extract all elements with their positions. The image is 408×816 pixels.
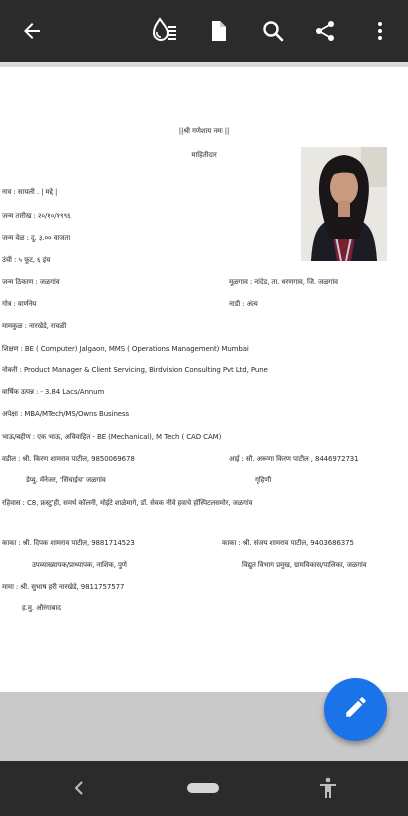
field-father-job: डेप्यु. मॅनेजर, 'सिंचाईच' जळगांव (26, 476, 106, 484)
field-mamkul: मामकुळ : नारखेडे, रावळी (2, 322, 67, 330)
field-job: नोकरी : Product Manager & Client Servicing, Birdvision Consulting Pvt Ltd, Pune (2, 366, 268, 374)
field-mother-job: गृहिणी (255, 476, 272, 484)
share-icon[interactable] (307, 13, 343, 49)
search-icon[interactable] (255, 13, 291, 49)
field-uncle-1: काका : श्री. दिपक शामराव पाटील, 9881714523 (2, 539, 135, 547)
edit-pencil-icon (343, 694, 369, 725)
field-tob: जन्म वेळ : दु. ३.०० वाजता (2, 234, 71, 242)
field-address: रहिवास : C8, फ्रस्टु'ही, समर्थ कॉलनी, मोईटे शाळेमागे, डॉ. सेवक नीवे हवाचे हॉस्पिटलसमोर, जळगांव (2, 499, 253, 507)
document-page[interactable] (0, 67, 408, 692)
field-gotra: गोत्र : वार्णनेय (2, 300, 37, 308)
field-height: उंची : ५ फूट, ६ इंच (2, 256, 51, 264)
field-dob: जन्म तारीख : २०/१०/१९९६ (2, 212, 71, 220)
back-arrow-icon[interactable] (14, 13, 50, 49)
field-siblings: भाऊ/बहीण : एक भाऊ, अविवाहित - BE (Mechanical), M Tech ( CAD CAM) (2, 433, 222, 441)
field-maternal-uncle: मामा : श्री. सुभाष हरी नारखेडे, 9811757577 (2, 583, 125, 591)
field-uncle-2-job: विद्युत विभाग प्रमुख, ग्रामविकास/पालिका, जळगांव (242, 561, 367, 569)
nav-home-pill-icon[interactable] (186, 775, 220, 801)
field-native-place: मूळगाव : नांदेड, ता. धरणगाव, जि. जळगांव (229, 278, 338, 286)
field-name: नाव : सायली . | मद्दे | (2, 188, 58, 196)
field-birthplace: जन्म ठिकाण : जळगांव (2, 278, 60, 286)
field-maternal-uncle-place: ह.मु. औरंगाबाद (22, 604, 61, 612)
accessibility-icon[interactable] (316, 775, 340, 801)
system-navigation-bar (0, 761, 408, 816)
nav-back-icon[interactable] (68, 775, 90, 801)
field-expectation: अपेक्षा : MBA/MTech/MS/Owns Business (2, 410, 130, 418)
more-vertical-icon[interactable] (362, 13, 398, 49)
field-income: वार्षिक उत्पन्न : - 3.84 Lacs/Annum (2, 388, 105, 396)
edit-fab-button[interactable] (324, 678, 387, 741)
field-uncle-2: काका : श्री. संजय शामराव पाटील, 9403686375 (222, 539, 354, 547)
field-mother: आई : सौ. अरूणा किरण पाटील , 8446972731 (229, 455, 359, 463)
field-uncle-1-job: उपव्याख्यापक/प्राध्यापक, नाशिक, पुणे (32, 561, 127, 569)
document-icon[interactable] (200, 13, 236, 49)
doc-heading: ||श्री गणेशाय नमः || (178, 127, 230, 135)
profile-photo (301, 147, 387, 261)
field-education: शिक्षण : BE ( Computer) Jalgaon, MMS ( Operations Management) Mumbai (2, 345, 249, 353)
top-app-bar (0, 0, 408, 62)
doc-subheading: माहितीदार (191, 151, 217, 159)
field-father: वडील : श्री. किरण शामराव पाटील, 9850069678 (2, 455, 135, 463)
field-nadi: नाडी : अंत्य (229, 300, 258, 308)
ink-drop-icon[interactable] (146, 13, 182, 49)
